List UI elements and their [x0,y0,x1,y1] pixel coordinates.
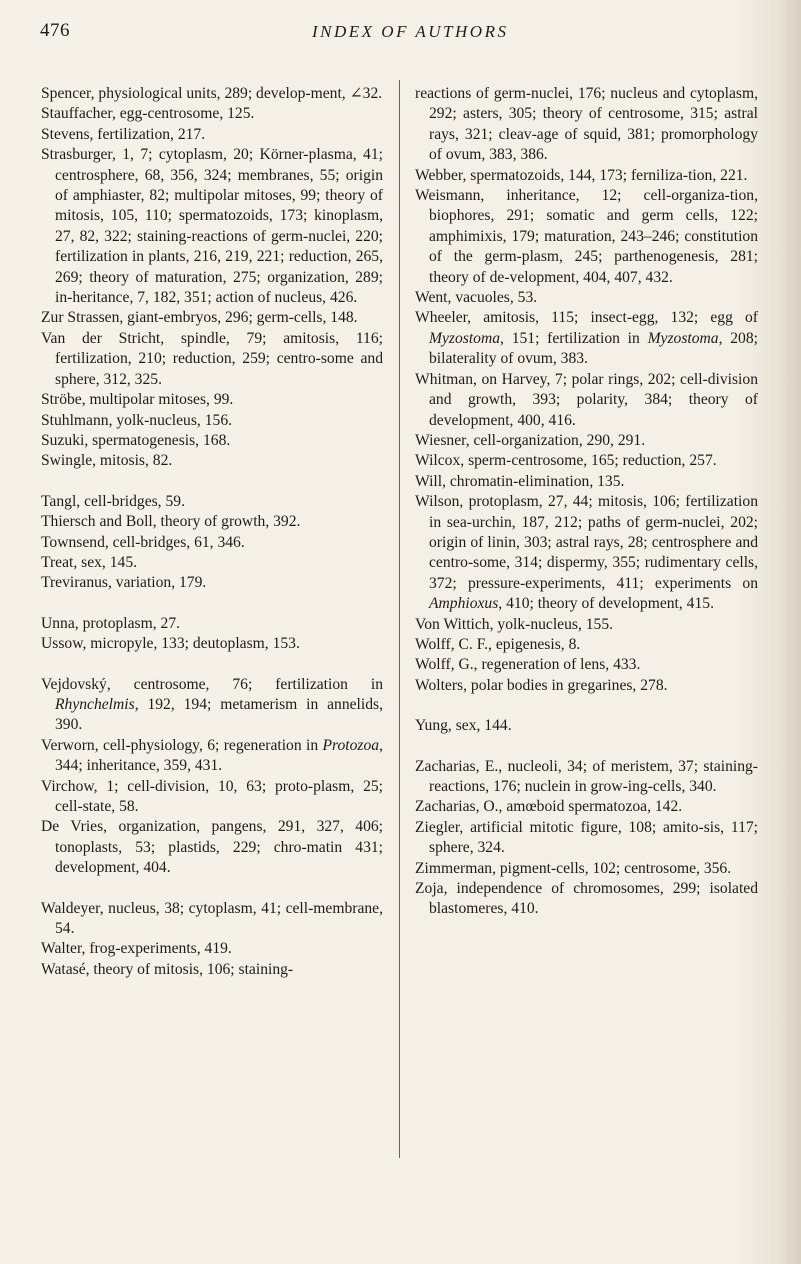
index-entry-text: , 208; bilaterality of ovum, 383. [429,329,758,368]
index-entry: Walter, frog-experiments, 419. [41,940,232,958]
index-entry: Virchow, 1; cell-division, 10, 63; proto-plasm, 25; cell-state, 58. [41,777,383,815]
index-entry: Ströbe, multipolar mitoses, 99. [41,391,234,409]
letter-group-gap [41,594,383,614]
index-entry-text: , 344; inheritance, 359, 431. [55,736,383,775]
index-entry [41,675,383,736]
index-entry: Waldeyer, nucleus, 38; cytoplasm, 41; cell-membrane, 54. [41,899,383,938]
index-entry: Ussow, micropyle, 133; deutoplasm, 153. [41,635,300,653]
index-entry: Thiersch and Boll, theory of growth, 392. [41,513,301,531]
index-entry-text: Wilson, protoplasm, 27, 44; mitosis, 106; fertilization in sea-urchin, 187, 212; paths of germ-nuclei, 202; origin of linin, 303; astral rays, 28; centrosphere and centro-some, 314; dispermy, 355; rudimentary cells, 372; pressure-experiments, 411; experiments on [415,493,758,592]
index-entry: Stauffacher, egg-centrosome, 125. [41,105,255,123]
column-divider [399,80,400,1158]
index-entry: Van der Stricht, spindle, 79; amitosis, 116; fertilization, 210; reduction, 259; centro-some and sphere, 312, 325. [41,329,383,388]
index-entry: Ziegler, artificial mitotic figure, 108; amito-sis, 117; sphere, 324. [415,818,758,857]
index-entry: Yung, sex, 144. [415,717,512,735]
index-entry: Townsend, cell-bridges, 61, 346. [41,533,245,551]
running-head: INDEX OF AUTHORS [312,22,509,41]
index-entry-italic: Rhynchelmis [55,695,135,713]
index-entry: Stuhlmann, yolk-nucleus, 156. [41,411,233,429]
index-entry: Zur Strassen, giant-embryos, 296; germ-cells, 148. [41,309,358,327]
index-column-left [41,84,383,980]
index-entry: Swingle, mitosis, 82. [41,452,173,470]
index-entry [415,492,758,614]
index-entry: Webber, spermatozoids, 144, 173; ferniliza-tion, 221. [415,166,748,184]
index-entry-text: , 151; fertilization in [500,329,648,347]
letter-group-gap [41,472,383,492]
letter-group-gap [415,696,758,716]
index-entry-italic: Myzostoma [647,329,719,347]
index-entry: Unna, protoplasm, 27. [41,614,181,632]
index-entry: Von Wittich, yolk-nucleus, 155. [415,615,614,633]
index-entry: Zacharias, E., nucleoli, 34; of meristem, 37; staining-reactions, 176; nuclein in grow-ing-cells, 340. [415,757,758,795]
index-entry [415,308,758,369]
index-entry: Wilcox, sperm-centrosome, 165; reduction, 257. [415,452,717,470]
index-entry: Went, vacuoles, 53. [415,289,538,307]
index-entry: Weismann, inheritance, 12; cell-organiza-tion, biophores, 291; somatic and germ cells, 122; amphimixis, 179; maturation, 243–246; constitution of the germ-plasm, 245; parthenogenesis, 281; theory of de-velopment, 404, 407, 432. [415,187,758,286]
index-entry: Treviranus, variation, 179. [41,574,207,592]
index-entry: Whitman, on Harvey, 7; polar rings, 202; cell-division and growth, 393; polarity, 384; theory of development, 400, 416. [415,370,758,429]
index-entry: Treat, sex, 145. [41,553,138,571]
index-entry: Strasburger, 1, 7; cytoplasm, 20; Körner-plasma, 41; centrosphere, 68, 356, 324; membranes, 55; origin of amphiaster, 82; multipolar mitoses, 99; theory of mitosis, 105, 110; spermatozoids, 173; kinoplasm, 27, 82, 322; staining-reactions of germ-nuclei, 220; fertilization in plants, 216, 219, 221; reduction, 265, 269; theory of maturation, 275; organization, 289; in-heritance, 7, 182, 351; action of nucleus, 426. [41,146,383,307]
index-entry-italic: Protozoa [322,736,380,754]
index-entry: De Vries, organization, pangens, 291, 327, 406; tonoplasts, 53; plastids, 229; chro-matin 431; development, 404. [41,818,383,877]
index-entry: Will, chromatin-elimination, 135. [415,472,625,490]
index-entry-text: Verworn, cell-physiology, 6; regeneration in [41,736,323,754]
index-entry-italic: Myzostoma [429,329,501,347]
index-entry: Spencer, physiological units, 289; develop-ment, ∠32. [41,85,383,102]
index-entry-italic: Amphioxus [429,595,499,613]
index-entry: Watasé, theory of mitosis, 106; staining- [41,960,294,978]
index-entry: Wolff, G., regeneration of lens, 433. [415,656,641,674]
index-entry: reactions of germ-nuclei, 176; nucleus and cytoplasm, 292; asters, 305; theory of centrosome, 315; astral rays, 321; cleav-age of squid, 381; promorphology of ovum, 383, 386. [415,85,758,164]
page-number: 476 [40,20,70,41]
letter-group-gap [41,655,383,675]
index-entry [41,736,383,777]
index-entry: Stevens, fertilization, 217. [41,125,206,143]
index-entry: Wolters, polar bodies in gregarines, 278. [415,676,668,694]
index-entry: Wiesner, cell-organization, 290, 291. [415,431,646,449]
index-entry: Zoja, independence of chromosomes, 299; isolated blastomeres, 410. [415,880,758,918]
index-entry: Zacharias, O., amœboid spermatozoa, 142. [415,798,683,816]
index-entry: Tangl, cell-bridges, 59. [41,492,185,510]
index-entry-text: , 410; theory of development, 415. [498,595,714,613]
index-entry-text: Vejdovský, centrosome, 76; fertilization in [41,675,383,693]
index-column-right [415,84,758,920]
index-entry-text: Wheeler, amitosis, 115; insect-egg, 132; egg of [415,309,758,327]
index-entry: Zimmerman, pigment-cells, 102; centrosome, 356. [415,859,732,877]
index-entry-text: , 192, 194; metamerism in annelids, 390. [55,695,383,734]
letter-group-gap [41,879,383,899]
index-entry: Suzuki, spermatogenesis, 168. [41,431,231,449]
index-entry: Wolff, C. F., epigenesis, 8. [415,635,581,653]
letter-group-gap [415,737,758,757]
